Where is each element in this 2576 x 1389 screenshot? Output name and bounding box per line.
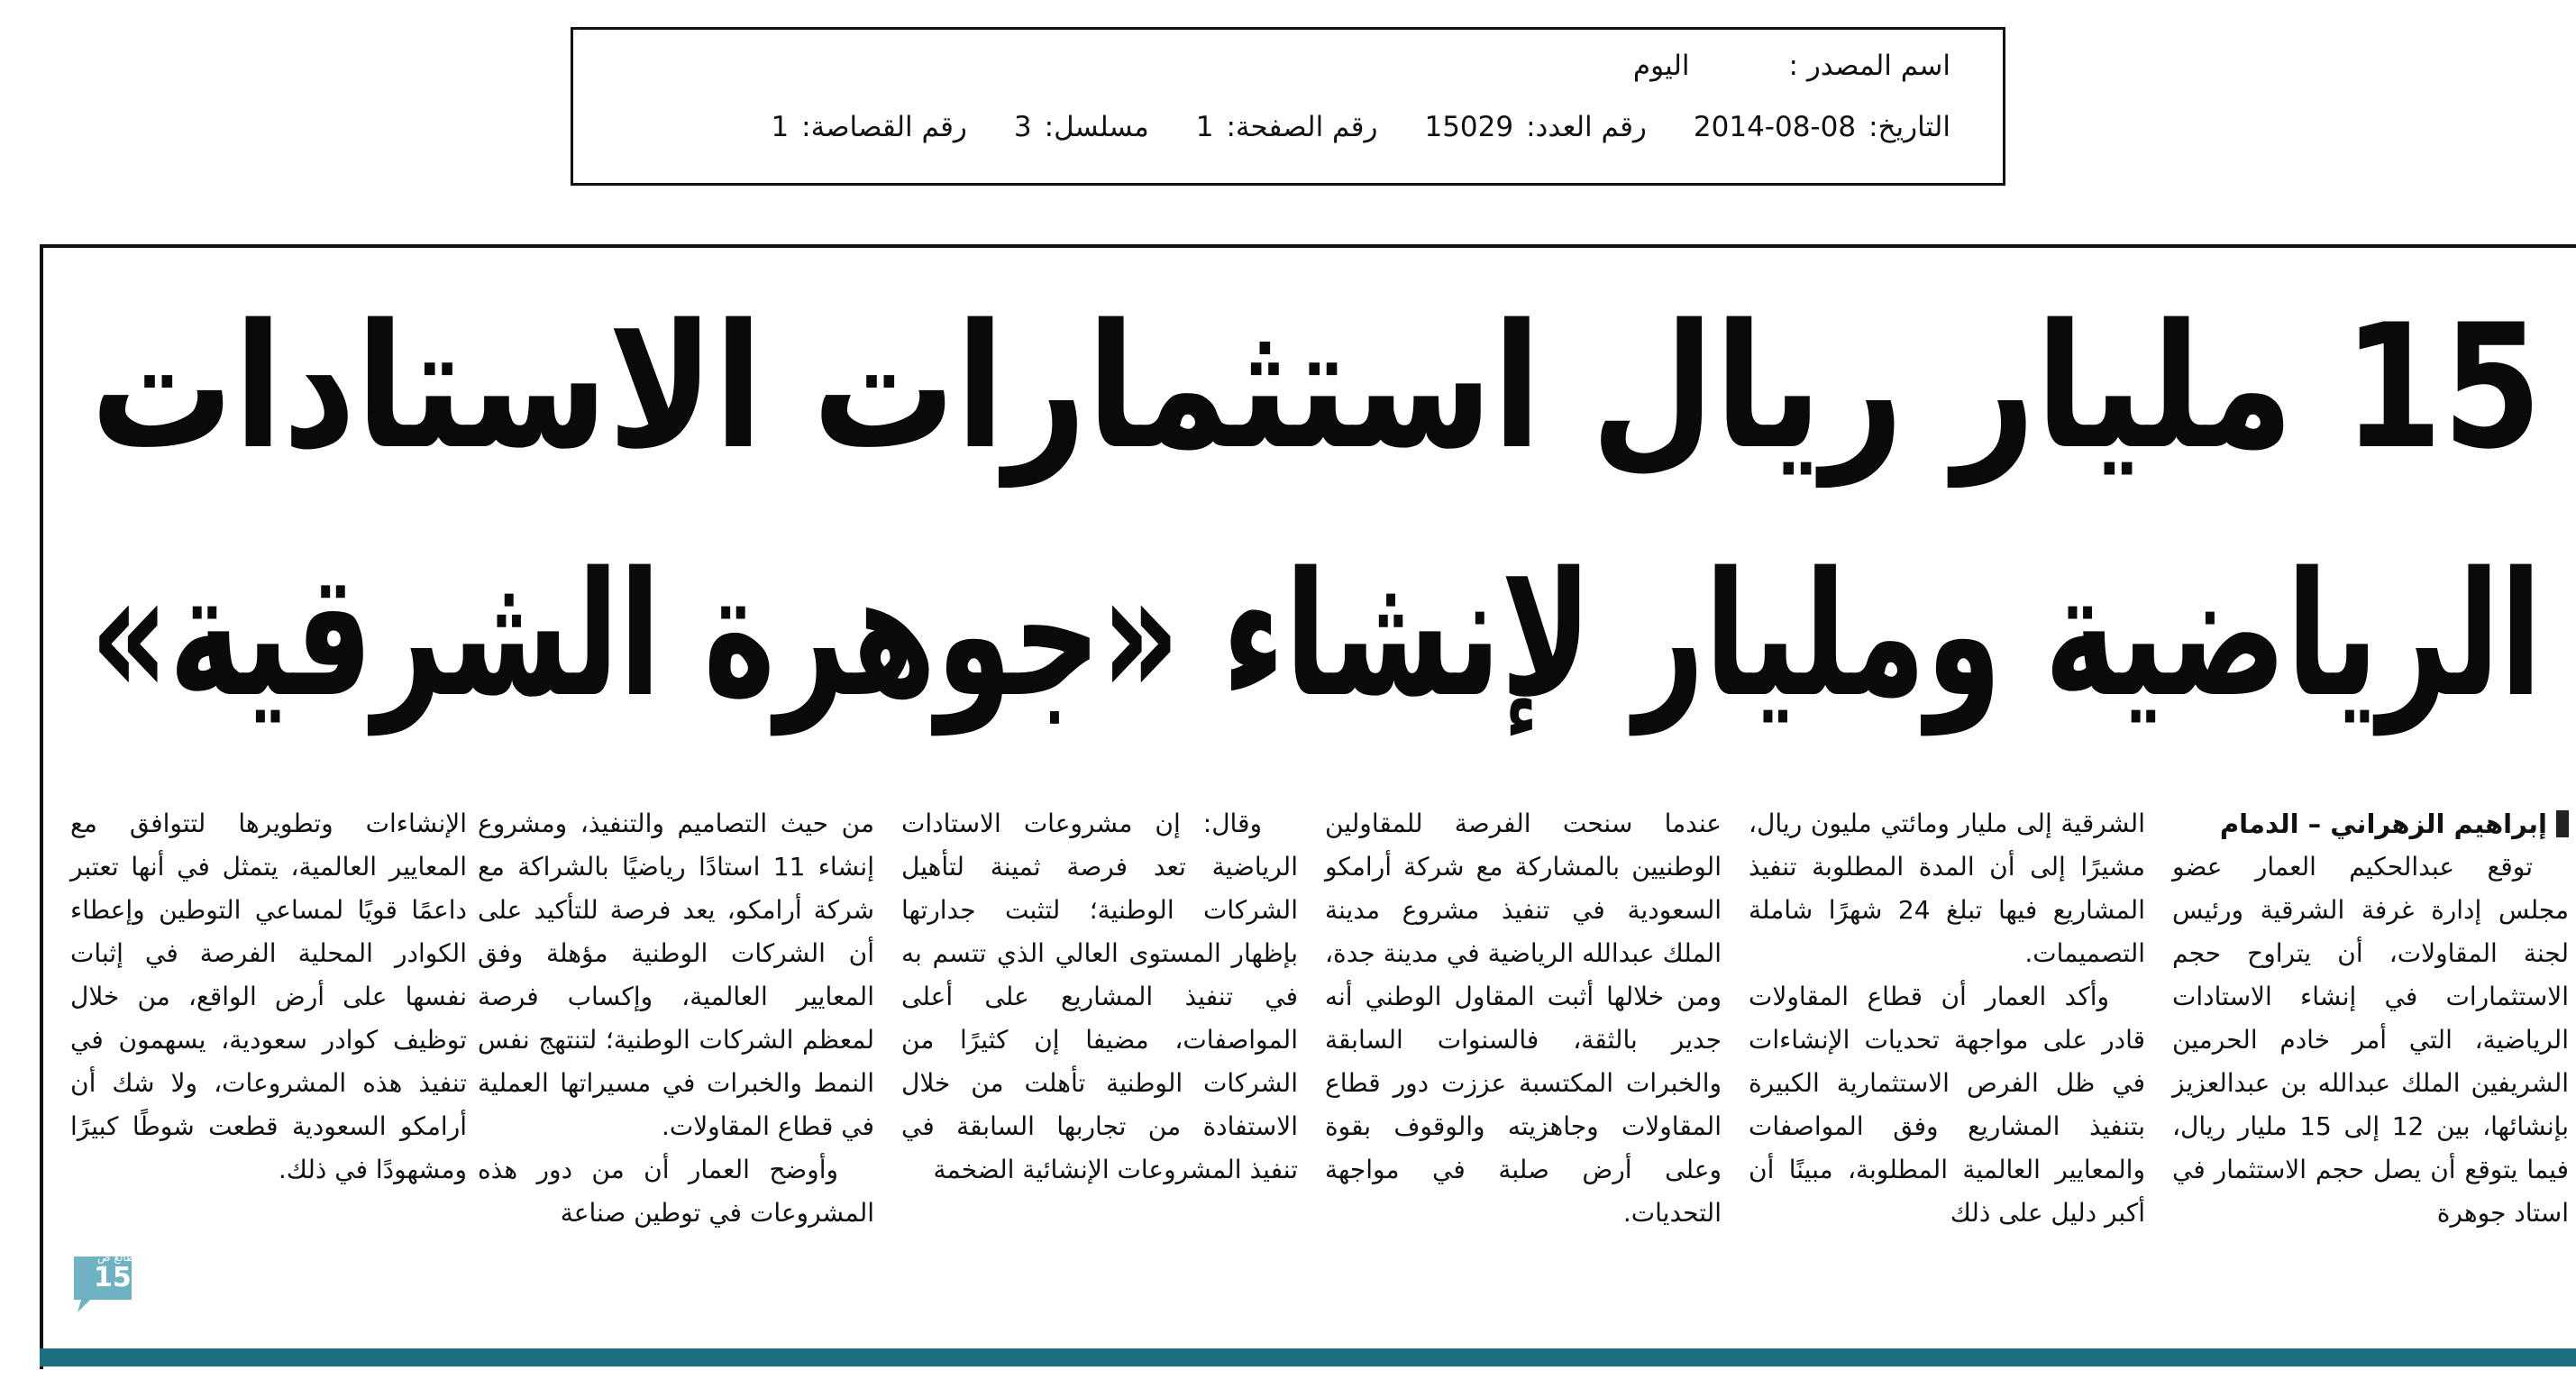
article-column-1 [2172,802,2569,1235]
clip-value: 1 [771,111,790,143]
article-column-3 [1325,802,1722,1235]
column-paragraph: وقال: إن مشروعات الاستادات الرياضية تعد فرصة ثمينة لتأهيل الشركات الوطنية؛ لتثبت جدارتها بإظهار المستوى العالي الذي تتسم به في تنفيذ المشاريع على أعلى المواصفات، مضيفا إن كثيرًا من الشركات الوطنية تأهلت من خلال الاستفادة من تجاربها السابقة في تنفيذ المشروعات الإنشائية الضخمة [901,809,1298,1184]
column-paragraph: من حيث التصاميم والتنفيذ، ومشروع إنشاء 11 استادًا رياضيًا بالشراكة مع شركة أرامكو، يعد فرصة للتأكيد على أن الشركات الوطنية مؤهلة وفق المعايير العالمية، وإكساب فرصة لمعظم الشركات الوطنية؛ لتنتهج نفس النمط والخبرات في مسيراتها العملية في قطاع المقاولات. [478,809,874,1141]
byline [2172,802,2569,845]
source-row [1633,50,1950,82]
serial-label: مسلسل: [1044,111,1149,143]
headline-line-1: 15 مليار ريال استثمارات الاستادات [90,288,2542,487]
article-column-6 [70,802,467,1192]
article-column-2 [1749,802,2145,1235]
column-paragraph: وأوضح العمار أن من دور هذه المشروعات في توطين صناعة [478,1155,874,1228]
clip-label: رقم القصاصة: [801,111,967,143]
column-paragraph: الإنشاءات وتطويرها لتتوافق مع المعايير العالمية، يتمثل في أنها تعتبر داعمًا قويًا لمساعي التوطين وإعطاء الكوادر المحلية الفرصة في إثبات نفسها على أرض الواقع، من خلال توظيف كوادر سعودية، يسهمون في تنفيذ هذه المشروعات، ولا شك أن أرامكو السعودية قطعت شوطًا كبيرًا ومشهودًا في ذلك. [70,809,467,1184]
date-value: 2014-08-08 [1693,111,1857,143]
column-paragraph: توقع عبدالحكيم العمار عضو مجلس إدارة غرفة الشرقية ورئيس لجنة المقاولات، أن يتراوح حجم الاستثمارات في إنشاء الاستادات الرياضية، التي أمر خادم الحرمين الشريفين الملك عبدالله بن عبدالعزيز بإنشائها، بين 12 إلى 15 مليار ريال، فيما يتوقع أن يصل حجم الاستثمار في استاد جوهرة [2172,852,2569,1228]
bottom-bar [40,1348,2576,1366]
article-column-5 [478,802,874,1235]
byline-marker-icon [2556,810,2569,837]
issue-label: رقم العدد: [1526,111,1647,143]
source-value: اليوم [1632,50,1690,82]
source-label: اسم المصدر : [1788,50,1950,82]
column-paragraph: عندما سنحت الفرصة للمقاولين الوطنيين بالمشاركة مع شركة أرامكو السعودية في تنفيذ مشروع مدينة الملك عبدالله الرياضية في مدينة جدة، ومن خلالها أثبت المقاول الوطني أنه جدير بالثقة، فالسنوات السابقة والخبرات المكتسبة عززت دور قطاع المقاولات وجاهزيته والوقوف بقوة وعلى أرض صلبة في مواجهة التحديات. [1325,809,1722,1228]
page-value: 1 [1195,111,1214,143]
badge-page-number: 15 [94,1262,132,1293]
badge-caption: طالع ص [97,1251,135,1264]
column-paragraph: وأكد العمار أن قطاع المقاولات قادر على مواجهة تحديات الإنشاءات في ظل الفرص الاستثمارية الكبيرة بتنفيذ المشاريع وفق المواصفات والمعايير العالمية المطلوبة، مبينًا أن أكبر دليل على ذلك [1749,982,2145,1228]
page-reference-badge [70,1253,135,1307]
column-paragraph: الشرقية إلى مليار ومائتي مليون ريال، مشيرًا إلى أن المدة المطلوبة تنفيذ المشاريع فيها تبلغ 24 شهرًا شاملة التصميمات. [1749,809,2145,968]
date-label: التاريخ: [1868,111,1950,143]
page-label: رقم الصفحة: [1226,111,1378,143]
issue-value: 15029 [1424,111,1514,143]
source-info-box [571,27,2005,186]
headline-line-2: الرياضية ومليار لإنشاء «جوهرة الشرقية» [89,535,2543,735]
serial-value: 3 [1013,111,1032,143]
article-column-4 [901,802,1298,1192]
details-row [771,111,1950,143]
byline-text: إبراهيم الزهراني – الدمام [2219,809,2547,839]
